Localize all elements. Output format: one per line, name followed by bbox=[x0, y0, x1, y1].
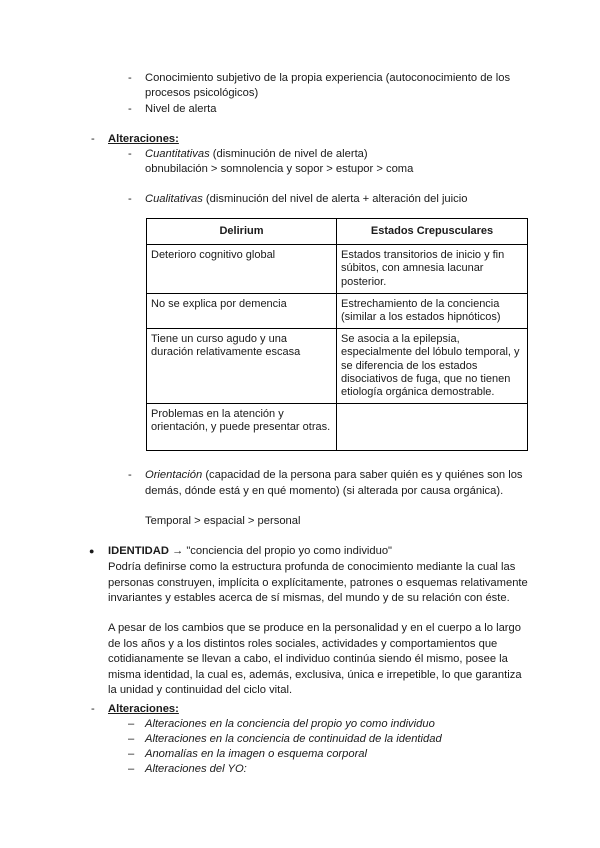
list-dash: - bbox=[128, 469, 132, 481]
table-row bbox=[147, 329, 528, 404]
list-dash: – bbox=[128, 718, 135, 730]
cualitativas-term: Cualitativas bbox=[145, 193, 203, 205]
orientacion-continuation: demás, dónde está y en qué momento) (si alterada por causa orgánica). bbox=[145, 485, 504, 497]
list-dash: - bbox=[128, 148, 132, 160]
list-dash: – bbox=[128, 763, 135, 775]
list-dash: - bbox=[128, 193, 132, 205]
bullet-icon: ● bbox=[89, 546, 95, 556]
table-cell: Tiene un curso agudo y una duración relativamente escasa bbox=[147, 329, 337, 404]
cualitativas-desc: (disminución del nivel de alerta + alteración del juicio bbox=[202, 193, 468, 205]
cuantitativas-desc: (disminución de nivel de alerta) bbox=[209, 148, 368, 160]
cuantitativas-item bbox=[145, 147, 368, 163]
list-item: Anomalías en la imagen o esquema corporal bbox=[145, 748, 368, 760]
table-cell: Estados transitorios de inicio y fin súbitos, con amnesia lacunar posterior. bbox=[337, 245, 528, 294]
list-item: Alteraciones en la conciencia del propio yo como individuo bbox=[145, 718, 435, 730]
table-cell: Deterioro cognitivo global bbox=[147, 245, 337, 294]
identidad-definition: → "conciencia del propio yo como individuo" bbox=[168, 545, 393, 557]
list-item: Alteraciones del YO: bbox=[145, 763, 247, 775]
table-row bbox=[147, 245, 528, 294]
list-dash: – bbox=[128, 733, 135, 745]
list-dash: - bbox=[128, 103, 132, 115]
table-header-row bbox=[147, 219, 528, 245]
list-item: Nivel de alerta bbox=[145, 103, 217, 115]
table-header-delirium: Delirium bbox=[147, 219, 337, 245]
identidad-paragraph-2: A pesar de los cambios que se produce en la personalidad y en el cuerpo a lo largo de los años y a los distintos roles sociales, actividades y comportamientos que cotidianamente se llevan a cabo, el individuo continúa siendo él mismo, posee la misma identidad, la cual es, además, exclusiva, única e irrepetible, lo que garantiza la unidad y continuidad del ciclo vital. bbox=[108, 622, 522, 697]
list-item: Conocimiento subjetivo de la propia experiencia (autoconocimiento de los bbox=[145, 72, 511, 84]
identidad-term: IDENTIDAD bbox=[108, 545, 169, 557]
orientacion-desc: (capacidad de la persona para saber quién es y quiénes son los bbox=[202, 469, 523, 481]
alteraciones-heading: Alteraciones: bbox=[108, 133, 179, 145]
list-dash: - bbox=[128, 72, 132, 84]
alteraciones-identidad-heading: Alteraciones: bbox=[108, 703, 179, 715]
cuantitativas-sequence: obnubilación > somnolencia y sopor > estupor > coma bbox=[145, 163, 414, 175]
table-row bbox=[147, 404, 528, 451]
identidad-paragraph-1: Podría definirse como la estructura profunda de conocimiento mediante la cual las personas construyen, implícita o explícitamente, patrones o esquemas relativamente invariantes y estables acerca de sí mismas, del mundo y de su relación con éste. bbox=[108, 561, 528, 605]
orientacion-item bbox=[145, 468, 523, 484]
list-dash: – bbox=[128, 748, 135, 760]
identidad-heading bbox=[108, 544, 392, 560]
list-dash: - bbox=[91, 703, 95, 715]
table-cell: No se explica por demencia bbox=[147, 293, 337, 328]
list-item: Alteraciones en la conciencia de continuidad de la identidad bbox=[145, 733, 442, 745]
cuantitativas-term: Cuantitativas bbox=[145, 148, 210, 160]
cualitativas-item bbox=[145, 192, 467, 208]
orientacion-term: Orientación bbox=[145, 469, 203, 481]
table-header-crepusculares: Estados Crepusculares bbox=[337, 219, 528, 245]
comparison-table bbox=[146, 218, 528, 451]
list-item-continuation: procesos psicológicos) bbox=[145, 87, 259, 99]
table-cell: Problemas en la atención y orientación, y puede presentar otras. bbox=[147, 404, 337, 451]
list-dash: - bbox=[91, 133, 95, 145]
table-row bbox=[147, 293, 528, 328]
table-cell: Se asocia a la epilepsia, especialmente del lóbulo temporal, y se diferencia de los estados disociativos de fuga, que no tienen etiología orgánica demostrable. bbox=[337, 329, 528, 404]
table-cell bbox=[337, 404, 528, 451]
orientacion-sequence: Temporal > espacial > personal bbox=[145, 515, 301, 527]
table-cell: Estrechamiento de la conciencia (similar a los estados hipnóticos) bbox=[337, 293, 528, 328]
